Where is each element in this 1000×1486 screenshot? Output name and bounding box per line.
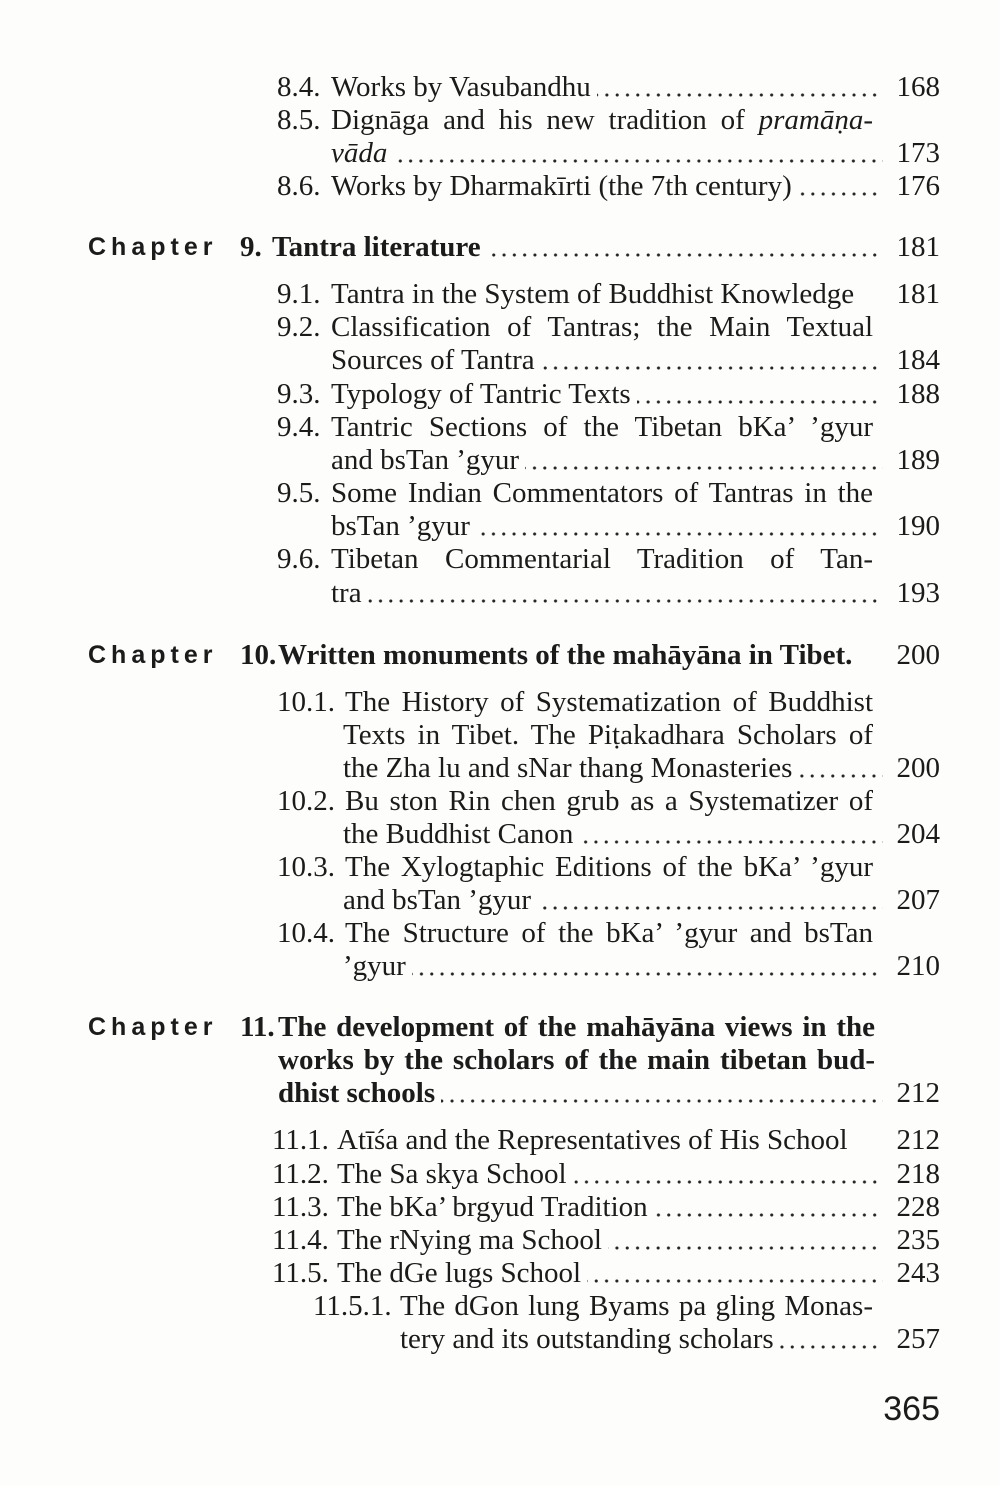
entry-title: and bsTan ’gyur bbox=[331, 444, 520, 476]
dot-leader bbox=[597, 71, 883, 104]
entry-title-line bbox=[345, 851, 873, 884]
toc-entry-11-4 bbox=[272, 1224, 940, 1257]
entry-title: bsTan ’gyur bbox=[331, 510, 470, 542]
entry-title-line bbox=[345, 785, 873, 818]
entry-title: Tibetan Commentarial Tradition of Tan- bbox=[331, 543, 873, 575]
chapter-title: Tantra literature bbox=[272, 231, 481, 263]
toc-entry-9-2-continued bbox=[331, 344, 940, 377]
dot-leader bbox=[487, 231, 883, 264]
entry-title: The Structure of the bKa’ ’gyur and bsTan bbox=[345, 917, 873, 949]
chapter-title: Written monuments of the mahāyāna in Tibet. bbox=[278, 639, 853, 671]
entry-title-line bbox=[331, 543, 873, 576]
spacer bbox=[848, 1124, 883, 1157]
page-ref: 257 bbox=[896, 1323, 940, 1355]
section-number: 10.3. bbox=[277, 851, 335, 883]
entry-title: and bsTan ’gyur bbox=[343, 884, 532, 916]
entry-title: Atīśa and the Representatives of His School bbox=[337, 1124, 848, 1156]
section-number: 11.3. bbox=[272, 1191, 329, 1223]
spacer bbox=[854, 278, 882, 311]
chapter-label: Chapter bbox=[88, 233, 218, 261]
section-number: 11.5. bbox=[272, 1257, 329, 1289]
entry-title-line bbox=[331, 477, 873, 510]
toc-entry-8-6 bbox=[277, 170, 940, 203]
dot-leader bbox=[476, 510, 883, 543]
section-number: 9.2. bbox=[277, 311, 321, 343]
section-number: 8.4. bbox=[277, 71, 321, 103]
chapter-title: The development of the mahāyāna views in the bbox=[278, 1011, 875, 1043]
toc-entry-11-5-1-continued bbox=[400, 1323, 940, 1356]
chapter-number: 11. bbox=[240, 1011, 275, 1043]
chapter-title: works by the scholars of the main tibetan bud- bbox=[278, 1044, 875, 1076]
chapter-title-line bbox=[278, 1044, 875, 1077]
page-ref: 212 bbox=[896, 1077, 940, 1109]
toc-entry-9-4 bbox=[277, 411, 873, 444]
entry-title-italic: vāda bbox=[331, 137, 388, 169]
entry-title-line bbox=[331, 311, 873, 344]
chapter-11-heading-continued bbox=[278, 1044, 875, 1077]
page-ref: 210 bbox=[896, 950, 940, 982]
dot-leader bbox=[579, 818, 882, 851]
page-ref: 176 bbox=[896, 170, 940, 202]
page-ref: 184 bbox=[896, 344, 940, 376]
dot-leader bbox=[412, 950, 883, 983]
section-number: 9.1. bbox=[277, 278, 321, 310]
chapter-title: dhist schools bbox=[278, 1077, 436, 1109]
section-number: 10.2. bbox=[277, 785, 335, 817]
chapter-11-heading-continued bbox=[278, 1077, 940, 1110]
section-number: 9.6. bbox=[277, 543, 321, 575]
page-ref: 189 bbox=[896, 444, 940, 476]
entry-title: The dGe lugs School bbox=[337, 1257, 582, 1289]
dot-leader bbox=[780, 1323, 883, 1356]
toc-entry-10-1-continued bbox=[343, 719, 873, 752]
toc-entry-10-4 bbox=[277, 917, 873, 950]
page-ref: 200 bbox=[896, 752, 940, 784]
entry-title: The bKa’ brgyud Tradition bbox=[337, 1191, 648, 1223]
entry-title: Classification of Tantras; the Main Textual bbox=[331, 311, 873, 343]
entry-title: The dGon lung Byams pa gling Monas- bbox=[400, 1290, 873, 1322]
page-number: 365 bbox=[883, 1390, 940, 1428]
page-ref: 235 bbox=[896, 1224, 940, 1256]
entry-title: Typology of Tantric Texts bbox=[331, 378, 631, 410]
entry-title: The Xylogtaphic Editions of the bKa’ ’gyur bbox=[345, 851, 873, 883]
page-ref: 218 bbox=[896, 1158, 940, 1190]
section-number: 9.5. bbox=[277, 477, 321, 509]
page-ref: 207 bbox=[896, 884, 940, 916]
toc-entry-9-5-continued bbox=[331, 510, 940, 543]
chapter-9-heading bbox=[88, 231, 940, 264]
toc-entry-8-4 bbox=[277, 71, 940, 104]
entry-title: Tantra in the System of Buddhist Knowledge bbox=[331, 278, 855, 310]
entry-title-line bbox=[400, 1290, 873, 1323]
chapter-label: Chapter bbox=[88, 1013, 218, 1041]
entry-title: The rNying ma School bbox=[337, 1224, 602, 1256]
spacer bbox=[852, 639, 882, 672]
toc-entry-9-6 bbox=[277, 543, 873, 576]
dot-leader bbox=[654, 1191, 883, 1224]
toc-entry-10-1 bbox=[277, 686, 873, 719]
chapter-label: Chapter bbox=[88, 641, 218, 669]
section-number: 9.3. bbox=[277, 378, 321, 410]
toc-entry-11-5 bbox=[272, 1257, 940, 1290]
entry-title: ’gyur bbox=[343, 950, 406, 982]
section-number: 9.4. bbox=[277, 411, 321, 443]
section-number: 8.6. bbox=[277, 170, 321, 202]
chapter-10-heading bbox=[88, 639, 940, 672]
entry-title-line bbox=[331, 104, 873, 137]
entry-title: Bu ston Rin chen grub as a Systematizer of bbox=[345, 785, 873, 817]
toc-entry-9-2 bbox=[277, 311, 873, 344]
toc-entry-9-3 bbox=[277, 378, 940, 411]
entry-title: the Buddhist Canon bbox=[343, 818, 574, 850]
entry-title: Dignāga and his new tradition of bbox=[331, 104, 745, 136]
dot-leader bbox=[573, 1158, 883, 1191]
entry-title: The Sa skya School bbox=[337, 1158, 567, 1190]
entry-title-line bbox=[345, 917, 873, 950]
toc-entry-10-3-continued bbox=[343, 884, 940, 917]
entry-title: the Zha lu and sNar thang Monasteries bbox=[343, 752, 793, 784]
section-number: 11.1. bbox=[272, 1124, 329, 1156]
toc-entry-10-1-continued bbox=[343, 752, 940, 785]
page-ref: 212 bbox=[896, 1124, 940, 1156]
dot-leader bbox=[368, 577, 883, 610]
entry-title: Sources of Tantra bbox=[331, 344, 535, 376]
dot-leader bbox=[441, 1077, 882, 1110]
dot-leader bbox=[798, 752, 882, 785]
page-ref: 181 bbox=[896, 278, 940, 310]
section-number: 11.4. bbox=[272, 1224, 329, 1256]
section-number: 11.5.1. bbox=[313, 1290, 392, 1322]
toc-entry-8-5-continued bbox=[331, 137, 940, 170]
section-number: 11.2. bbox=[272, 1158, 329, 1190]
dot-leader bbox=[537, 884, 882, 917]
toc-entry-10-2-continued bbox=[343, 818, 940, 851]
dot-leader bbox=[637, 378, 883, 411]
entry-title-italic: pramāṇa- bbox=[758, 104, 873, 136]
chapter-number: 10. bbox=[240, 639, 277, 671]
toc-entry-10-4-continued bbox=[343, 950, 940, 983]
entry-title: tery and its outstanding scholars bbox=[400, 1323, 774, 1355]
entry-title: Tantric Sections of the Tibetan bKa’ ’gyur bbox=[331, 411, 873, 443]
toc-entry-8-5 bbox=[277, 104, 873, 137]
page-ref: 228 bbox=[896, 1191, 940, 1223]
section-number: 10.1. bbox=[277, 686, 335, 718]
toc-entry-11-5-1 bbox=[313, 1290, 873, 1323]
dot-leader bbox=[798, 170, 883, 203]
entry-title: The History of Systematization of Buddhist bbox=[345, 686, 873, 718]
entry-title: Works by Dharmakīrti (the 7th century) bbox=[331, 170, 792, 202]
chapter-title-line bbox=[278, 1011, 875, 1044]
dot-leader bbox=[393, 137, 882, 170]
entry-title: tra bbox=[331, 577, 362, 609]
toc-entry-10-2 bbox=[277, 785, 873, 818]
dot-leader bbox=[525, 444, 882, 477]
entry-title-line bbox=[331, 411, 873, 444]
page-ref: 181 bbox=[896, 231, 940, 263]
toc-entry-9-6-continued bbox=[331, 577, 940, 610]
chapter-number: 9. bbox=[240, 231, 262, 263]
dot-leader bbox=[608, 1224, 883, 1257]
toc-entry-11-1 bbox=[272, 1124, 940, 1157]
toc-entry-9-5 bbox=[277, 477, 873, 510]
entry-title: Some Indian Commentators of Tantras in the bbox=[331, 477, 873, 509]
toc-entry-9-4-continued bbox=[331, 444, 940, 477]
chapter-11-heading bbox=[88, 1011, 875, 1044]
dot-leader bbox=[587, 1257, 882, 1290]
toc-entry-11-2 bbox=[272, 1158, 940, 1191]
entry-title: Texts in Tibet. The Piṭakadhara Scholars of bbox=[343, 719, 873, 751]
page-ref: 193 bbox=[896, 577, 940, 609]
entry-title-line bbox=[343, 719, 873, 752]
entry-title: Works by Vasubandhu bbox=[331, 71, 591, 103]
dot-leader bbox=[541, 344, 883, 377]
page-ref: 243 bbox=[896, 1257, 940, 1289]
section-number: 10.4. bbox=[277, 917, 335, 949]
page-ref: 190 bbox=[896, 510, 940, 542]
toc-entry-9-1 bbox=[277, 278, 940, 311]
page-ref: 204 bbox=[896, 818, 940, 850]
section-number: 8.5. bbox=[277, 104, 321, 136]
toc-entry-10-3 bbox=[277, 851, 873, 884]
page-ref: 188 bbox=[896, 378, 940, 410]
page-ref: 168 bbox=[896, 71, 940, 103]
page-ref: 173 bbox=[896, 137, 940, 169]
toc-entry-11-3 bbox=[272, 1191, 940, 1224]
entry-title-line bbox=[345, 686, 873, 719]
page-ref: 200 bbox=[896, 639, 940, 671]
